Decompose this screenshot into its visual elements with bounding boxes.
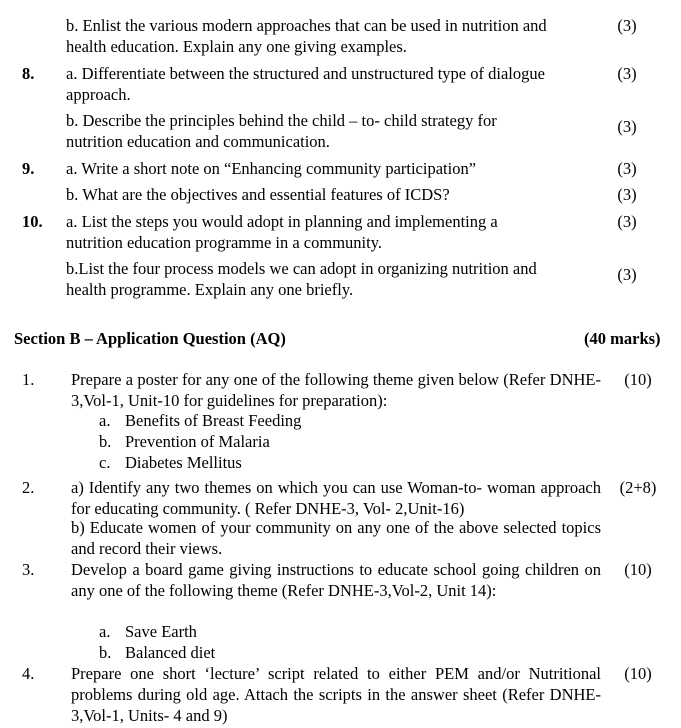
aq2-text-b: b) Educate women of your community on any one of the above selected topics and record their views. <box>71 518 601 558</box>
aq3-item-a: a. Save Earth <box>99 622 197 641</box>
q8b-text: b. Describe the principles behind the child – to- child strategy for nutrition education and communication. <box>66 111 497 151</box>
q7b-text: b. Enlist the various modern approaches that can be used in nutrition and health education. Explain any one giving examples. <box>66 16 547 56</box>
aq2-number: 2. <box>22 478 35 497</box>
q7b-marks: (3) <box>617 16 637 35</box>
aq3-item-b: b. Balanced diet <box>99 643 216 662</box>
section-b-title: Section B – Application Question (AQ) <box>14 329 286 348</box>
aq1-item-c: c. Diabetes Mellitus <box>99 453 242 472</box>
q10a-marks: (3) <box>617 212 637 231</box>
aq1-item-a: a. Benefits of Breast Feeding <box>99 411 302 430</box>
q8b-marks: (3) <box>617 117 637 136</box>
aq1-item-b: b. Prevention of Malaria <box>99 432 270 451</box>
q9b-marks: (3) <box>617 185 637 204</box>
q10a-text: a. List the steps you would adopt in planning and implementing a nutrition education programme in a community. <box>66 212 498 252</box>
q9a-text: a. Write a short note on “Enhancing community participation” <box>66 159 477 178</box>
aq3-number: 3. <box>22 560 35 579</box>
q8-number: 8. <box>22 64 35 83</box>
q9-number: 9. <box>22 159 35 178</box>
aq1-number: 1. <box>22 370 35 389</box>
aq3-text: Develop a board game giving instructions to educate school going children on any one of the following theme (Refer DNHE-3,Vol-2, Unit 14): <box>71 560 601 600</box>
q9a-marks: (3) <box>617 159 637 178</box>
q10b-marks: (3) <box>617 265 637 284</box>
aq1-marks: (10) <box>624 370 652 389</box>
q10b-text: b.List the four process models we can adopt in organizing nutrition and health programme. Explain any one briefly. <box>66 259 537 299</box>
q8a-marks: (3) <box>617 64 637 83</box>
aq2-marks: (2+8) <box>619 478 657 497</box>
aq4-marks: (10) <box>624 664 652 683</box>
aq3-marks: (10) <box>624 560 652 579</box>
aq4-number: 4. <box>22 664 35 683</box>
q9b-text: b. What are the objectives and essential features of ICDS? <box>66 185 450 204</box>
aq2-text-a: a) Identify any two themes on which you can use Woman-to- woman approach for educating community. ( Refer DNHE-3, Vol- 2,Unit-16) <box>71 478 601 518</box>
aq4-text: Prepare one short ‘lecture’ script related to either PEM and/or Nutritional problems during old age. Attach the scripts in the answer sheet (Refer DNHE-3,Vol-1, Units- 4 and 9) <box>71 664 601 725</box>
q10-number: 10. <box>22 212 43 231</box>
section-b-marks: (40 marks) <box>584 329 661 348</box>
q8a-text: a. Differentiate between the structured and unstructured type of dialogue approach. <box>66 64 545 104</box>
aq1-text: Prepare a poster for any one of the following theme given below (Refer DNHE-3,Vol-1, Unit-10 for guidelines for preparation): <box>71 370 601 410</box>
